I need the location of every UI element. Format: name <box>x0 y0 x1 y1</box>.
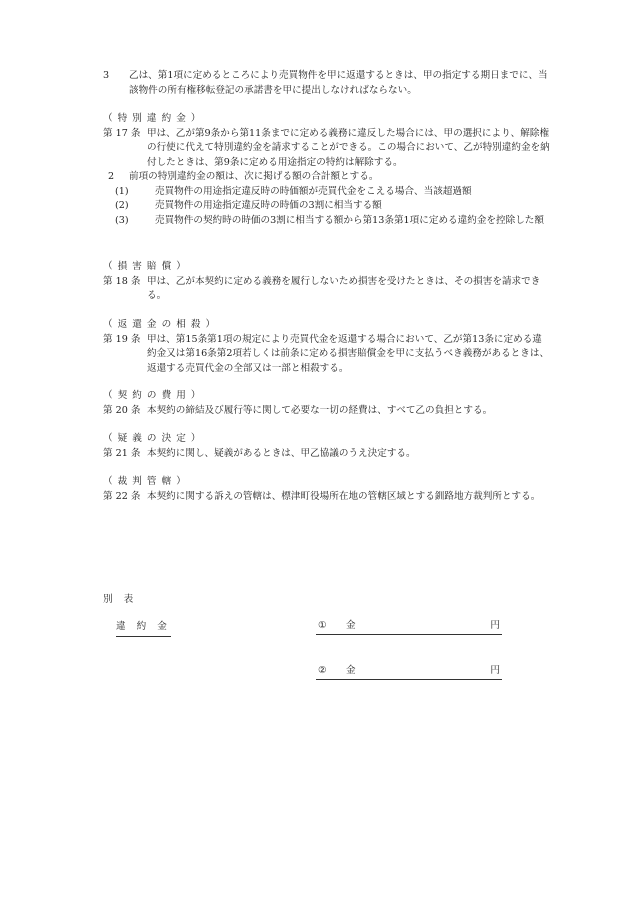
list-item <box>103 199 551 214</box>
article-19 <box>103 318 551 376</box>
list-item <box>103 214 551 229</box>
list-item-text: 売買物件の用途指定違反時の時価額が売買代金をこえる場合、当該超過額 <box>155 185 472 197</box>
article-17-paragraph-2-text: 前項の特別違約金の額は、次に掲げる額の合計額とする。 <box>129 171 379 182</box>
article-17-paragraph-2-number: 2 <box>108 171 115 182</box>
amount-number: ② <box>318 665 327 676</box>
article-22 <box>103 475 551 504</box>
list-item-text: 売買物件の用途指定違反時の時価の3割に相当する額 <box>155 200 382 211</box>
article-22-text: 本契約に関する訴えの管轄は、標津町役場所在地の管轄区域とする釧路地方裁判所とする。 <box>147 490 541 502</box>
amount-unit: 円 <box>490 620 500 631</box>
list-item-number: (3) <box>115 214 129 226</box>
article-21 <box>103 432 551 461</box>
article-16-paragraph-3 <box>103 69 551 98</box>
article-18-text: 甲は、乙が本契約に定める義務を履行しないため損害を受けたときは、その損害を請求できる。 <box>147 275 541 301</box>
amount-line-2 <box>316 664 502 680</box>
article-20-heading: （ 契 約 の 費 用 ） <box>103 390 202 401</box>
paragraph-number: 3 <box>103 70 110 81</box>
list-item-number: (1) <box>115 185 129 197</box>
article-20 <box>103 389 551 418</box>
list-item <box>103 185 551 200</box>
article-18-heading: （ 損 害 賠 償 ） <box>103 261 187 272</box>
article-20-text: 本契約の締結及び履行等に関して必要な一切の経費は、すべて乙の負担とする。 <box>147 404 493 416</box>
article-19-label: 第 19 条 <box>103 333 141 345</box>
article-19-heading: （ 返 還 金 の 相 殺 ） <box>103 319 217 330</box>
article-17-label: 第 17 条 <box>103 127 141 139</box>
article-18-label: 第 18 条 <box>103 275 141 287</box>
paragraph-text: 乙は、第1項に定めるところにより売買物件を甲に返還するときは、甲の指定する期日までに、当該物件の所有権移転登記の承諾書を甲に提出しなければならない。 <box>129 70 548 96</box>
list-item-text: 売買物件の契約時の時価の3割に相当する額から第13条第1項に定める違約金を控除した額 <box>155 214 544 226</box>
article-17 <box>103 112 551 228</box>
article-22-label: 第 22 条 <box>103 490 141 502</box>
list-item-number: (2) <box>115 200 129 211</box>
article-20-label: 第 20 条 <box>103 404 141 416</box>
penalty-label: 違 約 金 <box>116 620 171 637</box>
article-21-label: 第 21 条 <box>103 447 141 459</box>
article-17-text: 甲は、乙が第9条から第11条までに定める義務に違反した場合には、甲の選択により、解除権の行使に代えて特別違約金を請求することができる。この場合において、乙が特別違約金を納付したときは、第9条に定める用途指定の特約は解除する。 <box>147 127 550 168</box>
article-22-heading: （ 裁 判 管 轄 ） <box>103 476 187 487</box>
amount-prefix: 金 <box>346 665 356 676</box>
article-19-text: 甲は、第15条第1項の規定により売買代金を返還する場合において、乙が第13条に定める違約金又は第16条第2項若しくは前条に定める損害賠償金を甲に支払うべき義務があるときは、返還する売買代金の全部又は一部と相殺する。 <box>147 333 550 374</box>
article-18 <box>103 260 551 304</box>
amount-line-1 <box>316 619 502 635</box>
amount-unit: 円 <box>490 665 500 676</box>
amount-prefix: 金 <box>346 620 356 631</box>
article-21-heading: （ 疑 義 の 決 定 ） <box>103 433 202 444</box>
article-17-heading: （ 特 別 違 約 金 ） <box>103 113 202 124</box>
attachment-title: 別 表 <box>103 594 138 605</box>
amount-number: ① <box>318 620 327 631</box>
article-21-text: 本契約に関し、疑義があるときは、甲乙協議のうえ決定する。 <box>147 447 416 459</box>
